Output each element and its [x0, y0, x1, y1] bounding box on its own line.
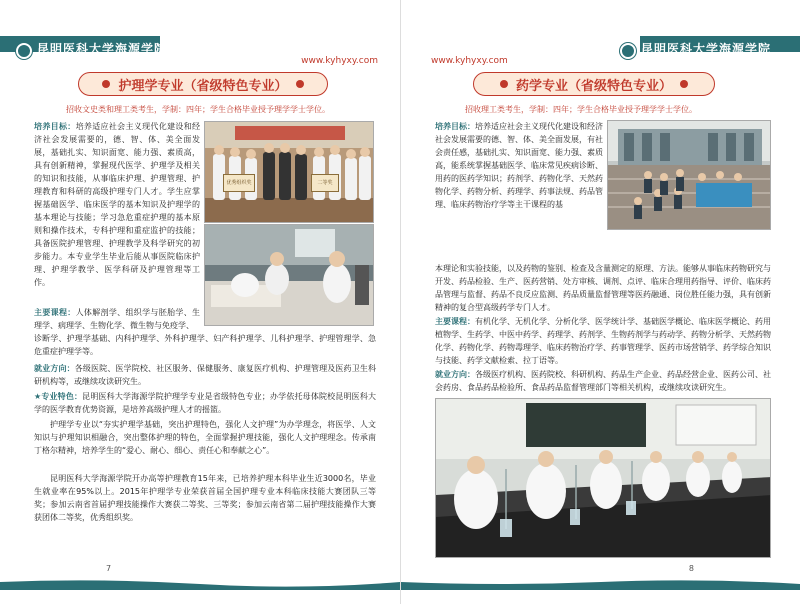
- page-right: [400, 0, 800, 604]
- courses-label: 主要课程：: [34, 308, 76, 317]
- jobs-paragraph: [34, 362, 376, 388]
- title-dot-icon: [296, 80, 304, 88]
- footer-wave: [401, 578, 800, 590]
- photo-award-group: [204, 121, 374, 223]
- section-title-text: 药学专业（省级特色专业）: [515, 78, 672, 94]
- goal-label: 培养目标：: [34, 122, 76, 131]
- feature-label: ★专业特色：: [34, 392, 83, 401]
- page-number: 7: [106, 564, 112, 573]
- footer-wave: [0, 578, 400, 590]
- goal-label: 培养目标：: [435, 122, 475, 131]
- title-dot-icon: [680, 80, 688, 88]
- courses-paragraph-top: [34, 306, 200, 332]
- admission-note: 招收理工类考生，学制：四年；学生合格毕业授予理学学士学位。: [465, 105, 697, 114]
- goal-paragraph: [34, 120, 200, 306]
- school-name-en: KUNMING MEDICAL UNIVERSITY HAIYUAN COLLEGE: [37, 57, 140, 62]
- title-dot-icon: [500, 80, 508, 88]
- photo-nursing-practice: [204, 224, 374, 326]
- goal-text: 培养适应社会主义现代化建设和经济社会发展需要的，德、智、体、美全面发展，基础扎实、知识面宽、能力强、素质高，具有创新精神，掌握现代医学、护理学及相关的知识和技能，从事临床护理、护理管理、护理教育和科研的高级护理专门人才。学生应掌握基础医学、临床医学的基本知识及护理学的基本理论与技能；学习急危重症护理的基本原则和操作技术，专科护理和重症监护的技能；具备医院护理管理、护理教学及科学研究的初步能力。本专业学生毕业后能从事医院临床护理、护理学教学、医学科研及护理管理等工作。: [34, 122, 200, 287]
- page-number: 8: [688, 564, 694, 573]
- school-name: 昆明医科大学海源学院: [37, 42, 168, 56]
- website-link[interactable]: www.kyhyxy.com: [431, 56, 508, 66]
- jobs-label: 就业方向：: [435, 370, 475, 379]
- emblem-icon: [620, 43, 636, 59]
- award-sign: 优秀组织奖: [223, 174, 255, 192]
- courses-label: 主要课程：: [435, 317, 475, 326]
- award-sign: 二等奖: [311, 174, 339, 192]
- courses-paragraph: [435, 315, 771, 367]
- emblem-icon: [16, 43, 32, 59]
- jobs-text: 各级医疗机构、医药院校、科研机构、药品生产企业、药品经营企业、医药公司、社会药房、食品药品检验所、食品药品监督管理部门等相关机构，或继续攻读研究生。: [435, 370, 771, 392]
- philosophy-paragraph: 护理学专业以“夯实护理学基础，突出护理特色，强化人文护理”为办学理念，将医学、人文知识与护理知识相融合，突出整体护理的特色，全面掌握护理技能，强化人文护理理念。传承南丁格尔精神，培养学生的“爱心、耐心、细心、责任心和奉献之心”。: [34, 420, 376, 455]
- goal-paragraph-continued: 本理论和实验技能，以及药物的鉴别、检查及含量测定的原理、方法。能够从事临床药物研究与开发、药品检验、生产、医药营销、处方审核、调剂、点评、临床合理用药指导、评价、临床药品管理与监督、药品不良反应监测、药品质量监督管理等医药融通、岗位胜任能力强，具有创新精神的复合型高级药学专门人才。: [435, 264, 771, 312]
- school-logo[interactable]: [620, 39, 796, 63]
- jobs-label: 就业方向：: [34, 364, 75, 373]
- jobs-text: 各级医院、医学院校、社区服务、保健服务、康复医疗机构、护理管理及医药卫生科研机构等，或继续攻读研究生。: [34, 364, 376, 386]
- title-dot-icon: [102, 80, 110, 88]
- website-link[interactable]: www.kyhyxy.com: [301, 56, 378, 66]
- courses-text-rest: 诊断学、护理学基础、内科护理学、外科护理学、妇产科护理学、儿科护理学、护理管理学、急危重症护理学等。: [34, 334, 376, 356]
- admission-note: 招收文史类和理工类考生，学制：四年；学生合格毕业授予理学学士学位。: [66, 105, 330, 114]
- photo-lab-class: [435, 398, 771, 558]
- jobs-paragraph: [435, 368, 771, 394]
- section-title-text: 护理学专业（省级特色专业）: [118, 78, 288, 94]
- school-logo[interactable]: [16, 39, 192, 63]
- achievement-paragraph: 昆明医科大学海源学院开办高等护理教育15年来，已培养护理本科毕业生近3000名，毕业生就业率在95%以上。2015年护理学专业荣获首届全国护理专业本科临床技能大赛团队三等奖；参加云南省首届护理技能操作大赛获二等奖、三等奖；参加云南省第二届护理技能操作大赛获团体二等奖，优秀组织奖。: [34, 474, 376, 522]
- photo-students-group: [607, 120, 771, 230]
- courses-text: 有机化学、无机化学、分析化学、医学统计学、基础医学概论、临床医学概论、药用植物学、生药学、中医中药学、药理学、药剂学、生物药剂学与药动学、药物分析学、天然药物化学、药物化学、药物毒理学、临床药物治疗学、药事管理学、医药市场营销学、药学综合知识与技能、药学文献检索、拉丁语等。: [435, 317, 771, 365]
- section-title: [78, 72, 328, 96]
- section-title: [473, 72, 715, 96]
- courses-paragraph: [34, 332, 376, 358]
- courses-text-part: 人体解剖学、组织学与胚胎学、生理学、病理学、生物化学、微生物与免疫学、: [34, 308, 200, 330]
- school-name: 昆明医科大学海源学院: [641, 42, 772, 56]
- goal-text: 培养适应社会主义现代化建设和经济社会发展需要的德、智、体、美全面发展，有社会责任感，基础扎实、知识面宽、能力强、素质高，能系统掌握基础医学、临床常见疾病诊断、用药的医药学知识；药剂学、药物化学、天然药物化学、药物分析、药理学、药事法规、药品管理、临床药物治疗学等主干课程的基: [435, 122, 603, 209]
- school-name-en: KUNMING MEDICAL UNIVERSITY HAIYUAN COLLEGE: [641, 57, 744, 62]
- feature-text: 昆明医科大学海源学院护理学专业是省级特色专业；办学依托母体院校昆明医科大学的医学教育优势资源，是培养高级护理人才的摇篮。: [34, 392, 376, 414]
- goal-paragraph: [435, 120, 603, 262]
- feature-paragraph: [34, 390, 376, 416]
